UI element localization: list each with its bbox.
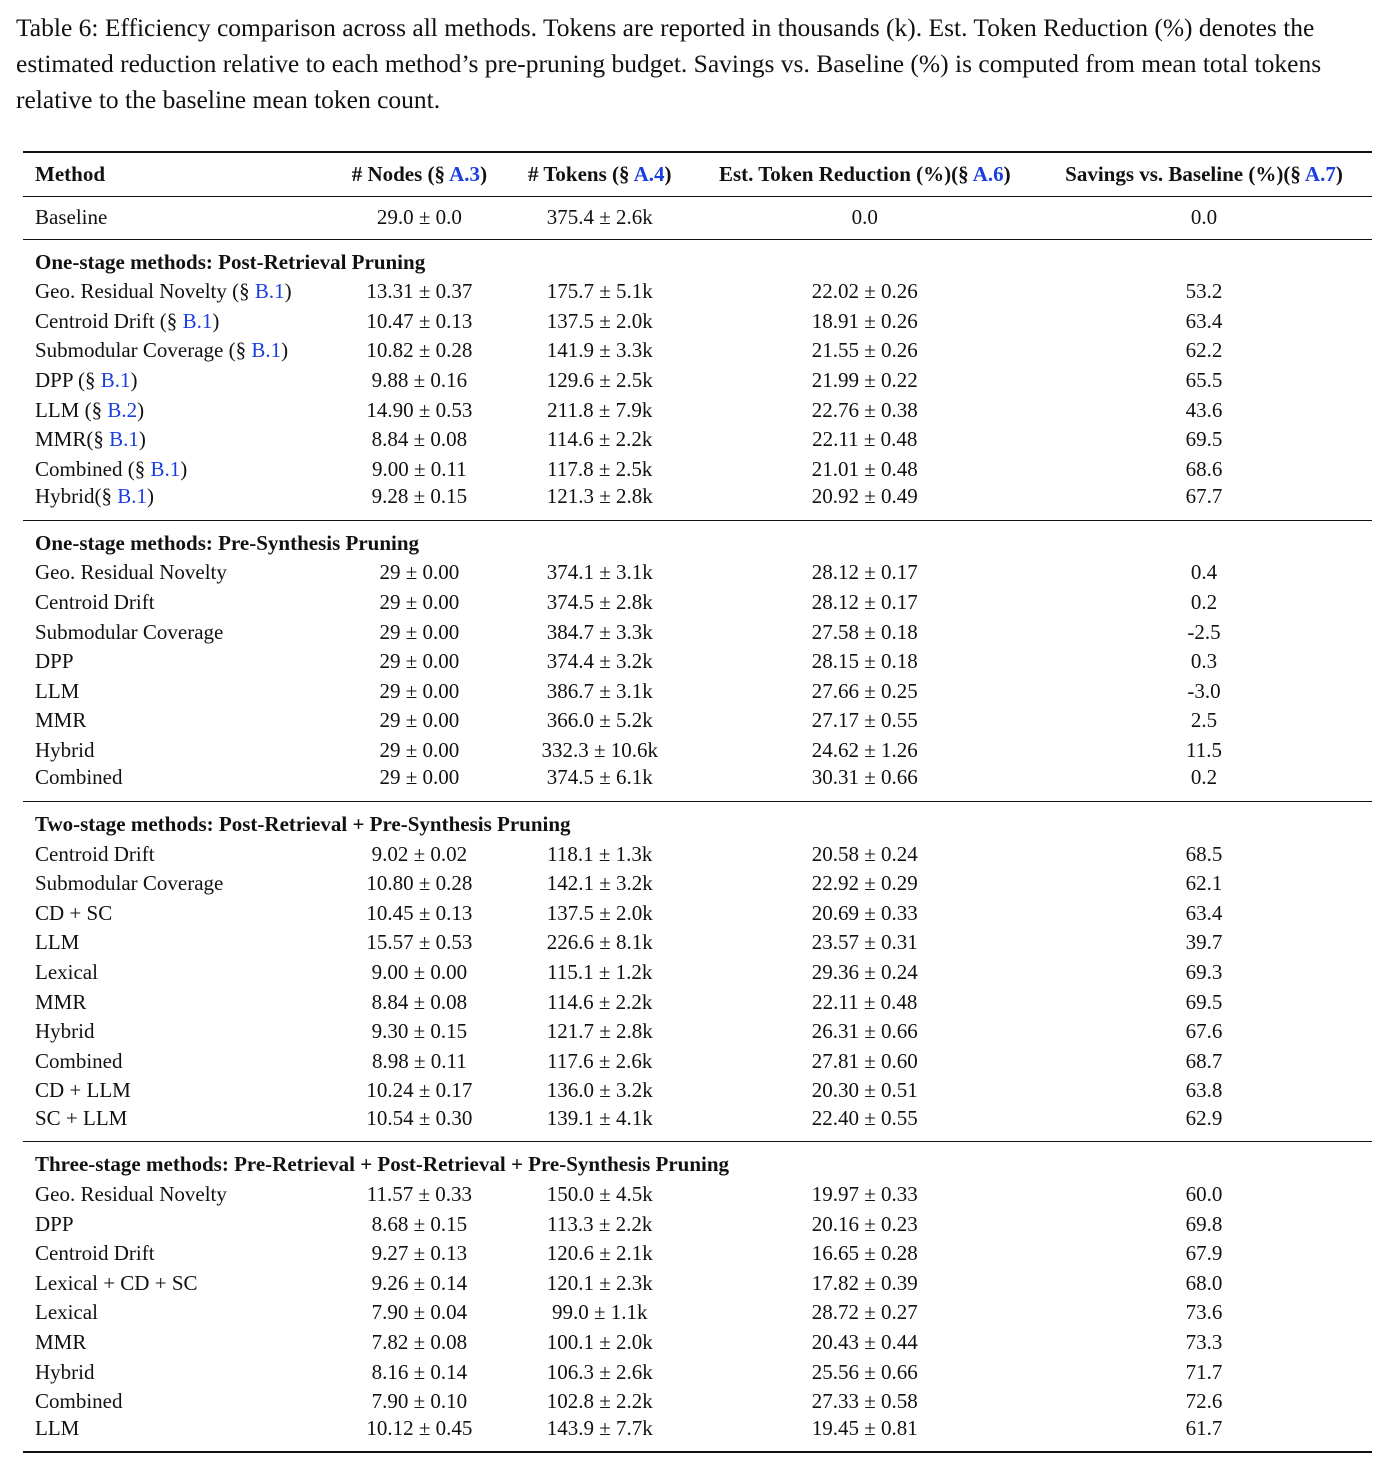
table-row xyxy=(23,617,1372,647)
cell-savings: 63.4 xyxy=(1185,308,1223,333)
cell-tokens: 100.1 ± 2.0k xyxy=(546,1329,653,1354)
cell-savings: 53.2 xyxy=(1185,279,1223,304)
cell-tokens: 137.5 ± 2.0k xyxy=(546,308,653,333)
cell-method: Geo. Residual Novelty (§ B.1) xyxy=(35,279,292,304)
cell-nodes: 29 ± 0.00 xyxy=(379,560,460,585)
cell-reduction: 22.92 ± 0.29 xyxy=(811,871,918,896)
cell-savings: 62.1 xyxy=(1185,871,1223,896)
cell-reduction: 20.92 ± 0.49 xyxy=(811,484,918,509)
table-row xyxy=(23,1239,1372,1269)
cell-tokens: 375.4 ± 2.6k xyxy=(546,205,653,229)
cell-nodes: 29 ± 0.00 xyxy=(379,649,460,674)
cell-tokens: 366.0 ± 5.2k xyxy=(546,708,653,733)
cell-method: Lexical xyxy=(35,1300,98,1325)
group-title-row xyxy=(23,239,1372,277)
cell-tokens: 121.7 ± 2.8k xyxy=(546,1019,653,1044)
table-row xyxy=(23,558,1372,588)
cell-nodes: 10.82 ± 0.28 xyxy=(366,338,473,363)
header-method: Method xyxy=(35,161,105,186)
ref-link[interactable]: A.4 xyxy=(633,161,665,186)
cell-savings: 67.9 xyxy=(1185,1241,1223,1266)
cell-nodes: 29.0 ± 0.0 xyxy=(376,205,462,229)
baseline-row xyxy=(23,196,1372,239)
table-row xyxy=(23,1106,1372,1142)
cell-reduction: 28.12 ± 0.17 xyxy=(811,590,918,615)
table-row xyxy=(23,336,1372,366)
ref-link[interactable]: B.1 xyxy=(117,484,148,509)
table-row xyxy=(23,869,1372,899)
table-row xyxy=(23,677,1372,707)
cell-savings: 39.7 xyxy=(1185,930,1223,955)
cell-nodes: 9.88 ± 0.16 xyxy=(371,368,468,393)
cell-reduction: 29.36 ± 0.24 xyxy=(811,959,918,984)
cell-method: CD + SC xyxy=(35,900,113,925)
cell-nodes: 29 ± 0.00 xyxy=(379,678,460,703)
cell-reduction: 25.56 ± 0.66 xyxy=(811,1359,918,1384)
cell-reduction: 18.91 ± 0.26 xyxy=(811,308,918,333)
cell-savings: 67.6 xyxy=(1185,1019,1223,1044)
cell-nodes: 8.84 ± 0.08 xyxy=(371,989,468,1014)
cell-method: Centroid Drift xyxy=(35,841,155,866)
cell-method: Submodular Coverage xyxy=(35,619,224,644)
group-title: Two-stage methods: Post-Retrieval + Pre-Synthesis Pruning xyxy=(35,812,571,837)
table-row xyxy=(23,1209,1372,1239)
cell-tokens: 99.0 ± 1.1k xyxy=(551,1300,648,1325)
cell-reduction: 21.55 ± 0.26 xyxy=(811,338,918,363)
method-group-section xyxy=(23,239,1372,520)
cell-reduction: 21.01 ± 0.48 xyxy=(811,456,918,481)
header-reduction: Est. Token Reduction (%)(§ A.6) xyxy=(718,161,1011,186)
cell-tokens: 120.6 ± 2.1k xyxy=(546,1241,653,1266)
table-row xyxy=(23,1357,1372,1387)
table-row xyxy=(23,425,1372,455)
table-row xyxy=(23,484,1372,520)
cell-method: DPP xyxy=(35,649,74,674)
cell-savings: 68.7 xyxy=(1185,1048,1223,1073)
cell-savings: 0.2 xyxy=(1190,765,1218,790)
cell-tokens: 141.9 ± 3.3k xyxy=(546,338,653,363)
cell-reduction: 22.11 ± 0.48 xyxy=(812,427,918,452)
ref-link[interactable]: A.6 xyxy=(972,161,1004,186)
cell-tokens: 143.9 ± 7.7k xyxy=(546,1416,653,1441)
cell-nodes: 10.47 ± 0.13 xyxy=(366,308,473,333)
cell-reduction: 23.57 ± 0.31 xyxy=(811,930,918,955)
cell-nodes: 10.54 ± 0.30 xyxy=(366,1105,473,1130)
table-row xyxy=(23,395,1372,425)
cell-method: Hybrid xyxy=(35,1019,95,1044)
table-row xyxy=(23,277,1372,307)
ref-link[interactable]: B.1 xyxy=(100,368,131,393)
cell-reduction: 0.0 xyxy=(851,205,878,229)
cell-reduction: 17.82 ± 0.39 xyxy=(811,1270,918,1295)
cell-method: Geo. Residual Novelty xyxy=(35,1181,227,1206)
cell-method: MMR xyxy=(35,989,87,1014)
group-title: Three-stage methods: Pre-Retrieval + Post-Retrieval + Pre-Synthesis Pruning xyxy=(35,1152,730,1177)
cell-method: Centroid Drift (§ B.1) xyxy=(35,308,220,333)
cell-reduction: 26.31 ± 0.66 xyxy=(811,1019,918,1044)
cell-tokens: 117.6 ± 2.6k xyxy=(547,1048,653,1073)
cell-savings: 60.0 xyxy=(1185,1181,1223,1206)
cell-nodes: 29 ± 0.00 xyxy=(379,619,460,644)
cell-tokens: 139.1 ± 4.1k xyxy=(546,1105,653,1130)
cell-reduction: 20.16 ± 0.23 xyxy=(811,1211,918,1236)
method-group-section xyxy=(23,1142,1372,1453)
cell-nodes: 15.57 ± 0.53 xyxy=(366,930,473,955)
cell-tokens: 226.6 ± 8.1k xyxy=(546,930,653,955)
cell-reduction: 16.65 ± 0.28 xyxy=(811,1241,918,1266)
cell-savings: 63.4 xyxy=(1185,900,1223,925)
cell-method: Combined xyxy=(35,1389,123,1414)
cell-reduction: 20.30 ± 0.51 xyxy=(811,1078,918,1103)
table-row xyxy=(23,1328,1372,1358)
ref-link[interactable]: B.1 xyxy=(251,338,282,363)
cell-nodes: 13.31 ± 0.37 xyxy=(366,279,473,304)
header-savings: Savings vs. Baseline (%)(§ A.7) xyxy=(1065,161,1343,186)
cell-nodes: 7.82 ± 0.08 xyxy=(371,1329,468,1354)
table-row xyxy=(23,899,1372,929)
cell-savings: 0.3 xyxy=(1190,649,1218,674)
cell-tokens: 386.7 ± 3.1k xyxy=(546,678,653,703)
group-title-row xyxy=(23,1142,1372,1180)
cell-nodes: 8.84 ± 0.08 xyxy=(371,427,468,452)
cell-reduction: 27.81 ± 0.60 xyxy=(811,1048,918,1073)
cell-reduction: 22.76 ± 0.38 xyxy=(811,397,918,422)
table-row xyxy=(23,1298,1372,1328)
cell-tokens: 211.8 ± 7.9k xyxy=(547,397,653,422)
table-caption: Table 6: Efficiency comparison across all methods. Tokens are reported in thousands (k). Est. Token Reduction (%) denotes the estimated reduction relative to each method’s pre-pruning budget. Savings vs. Baseline (%) is computed from mean total tokens relative to the baseline mean token count. xyxy=(16,13,1322,114)
group-title-row xyxy=(23,801,1372,839)
cell-nodes: 8.98 ± 0.11 xyxy=(372,1048,467,1073)
cell-reduction: 27.17 ± 0.55 xyxy=(811,708,918,733)
cell-method: Combined (§ B.1) xyxy=(35,456,188,481)
cell-reduction: 30.31 ± 0.66 xyxy=(811,765,918,790)
cell-method: DPP (§ B.1) xyxy=(35,368,138,393)
cell-savings: -2.5 xyxy=(1187,619,1221,644)
table-row xyxy=(23,1017,1372,1047)
cell-reduction: 27.66 ± 0.25 xyxy=(811,678,918,703)
cell-nodes: 7.90 ± 0.04 xyxy=(371,1300,468,1325)
cell-tokens: 374.4 ± 3.2k xyxy=(546,649,653,674)
cell-reduction: 28.15 ± 0.18 xyxy=(811,649,918,674)
cell-reduction: 22.11 ± 0.48 xyxy=(812,989,918,1014)
cell-reduction: 20.43 ± 0.44 xyxy=(811,1329,918,1354)
cell-method: Lexical + CD + SC xyxy=(35,1270,198,1295)
cell-savings: 69.5 xyxy=(1185,989,1223,1014)
cell-reduction: 22.40 ± 0.55 xyxy=(811,1105,918,1130)
cell-tokens: 129.6 ± 2.5k xyxy=(546,368,653,393)
cell-savings: 62.9 xyxy=(1185,1105,1223,1130)
cell-savings: 0.2 xyxy=(1190,590,1218,615)
cell-tokens: 115.1 ± 1.2k xyxy=(547,959,653,984)
cell-tokens: 114.6 ± 2.2k xyxy=(547,989,653,1014)
group-title: One-stage methods: Post-Retrieval Pruning xyxy=(35,249,426,274)
cell-method: Geo. Residual Novelty xyxy=(35,560,227,585)
cell-method: DPP xyxy=(35,1211,74,1236)
cell-reduction: 28.72 ± 0.27 xyxy=(811,1300,918,1325)
cell-reduction: 22.02 ± 0.26 xyxy=(811,279,918,304)
cell-savings: 2.5 xyxy=(1190,708,1218,733)
cell-nodes: 29 ± 0.00 xyxy=(379,738,460,763)
cell-tokens: 332.3 ± 10.6k xyxy=(541,738,659,763)
header-tokens: # Tokens (§ A.4) xyxy=(527,161,672,186)
cell-nodes: 10.45 ± 0.13 xyxy=(366,900,473,925)
cell-savings: 43.6 xyxy=(1185,397,1223,422)
table-row xyxy=(23,588,1372,618)
table-row xyxy=(23,1268,1372,1298)
cell-reduction: 20.58 ± 0.24 xyxy=(811,841,918,866)
cell-method: Baseline xyxy=(35,205,108,229)
cell-savings: 69.5 xyxy=(1185,427,1223,452)
cell-method: Combined xyxy=(35,765,123,790)
table-header xyxy=(23,152,1372,196)
cell-savings: 0.0 xyxy=(1190,205,1218,229)
cell-tokens: 106.3 ± 2.6k xyxy=(546,1359,653,1384)
cell-savings: 62.2 xyxy=(1185,338,1223,363)
cell-nodes: 9.00 ± 0.11 xyxy=(372,456,467,481)
cell-nodes: 10.80 ± 0.28 xyxy=(366,871,473,896)
baseline-section xyxy=(23,196,1372,239)
table-row xyxy=(23,455,1372,485)
cell-savings: 69.8 xyxy=(1185,1211,1223,1236)
method-group-section xyxy=(23,520,1372,801)
cell-method: Combined xyxy=(35,1048,123,1073)
table-row xyxy=(23,1387,1372,1417)
table-row xyxy=(23,928,1372,958)
cell-reduction: 19.45 ± 0.81 xyxy=(811,1416,918,1441)
table-row xyxy=(23,1046,1372,1076)
cell-reduction: 21.99 ± 0.22 xyxy=(811,368,918,393)
cell-nodes: 9.30 ± 0.15 xyxy=(371,1019,468,1044)
cell-nodes: 29 ± 0.00 xyxy=(379,708,460,733)
cell-reduction: 24.62 ± 1.26 xyxy=(811,738,918,763)
cell-nodes: 9.28 ± 0.15 xyxy=(371,484,468,509)
table-row xyxy=(23,736,1372,766)
table-row xyxy=(23,1416,1372,1452)
cell-nodes: 10.24 ± 0.17 xyxy=(366,1078,473,1103)
cell-method: Centroid Drift xyxy=(35,1241,155,1266)
table-row xyxy=(23,1180,1372,1210)
table-row xyxy=(23,987,1372,1017)
ref-link[interactable]: B.2 xyxy=(107,397,138,422)
cell-nodes: 9.02 ± 0.02 xyxy=(371,841,468,866)
ref-link[interactable]: A.3 xyxy=(449,161,481,186)
cell-method: Centroid Drift xyxy=(35,590,155,615)
cell-savings: 72.6 xyxy=(1185,1389,1223,1414)
cell-method: SC + LLM xyxy=(35,1105,128,1130)
cell-reduction: 20.69 ± 0.33 xyxy=(811,900,918,925)
cell-method: MMR xyxy=(35,708,87,733)
table-row xyxy=(23,765,1372,801)
cell-method: Submodular Coverage xyxy=(35,871,224,896)
cell-method: Hybrid xyxy=(35,738,95,763)
ref-link[interactable]: B.1 xyxy=(109,427,139,452)
cell-tokens: 121.3 ± 2.8k xyxy=(546,484,653,509)
cell-nodes: 8.16 ± 0.14 xyxy=(371,1359,468,1384)
cell-tokens: 150.0 ± 4.5k xyxy=(546,1181,653,1206)
cell-tokens: 114.6 ± 2.2k xyxy=(547,427,653,452)
ref-link[interactable]: A.7 xyxy=(1304,161,1336,186)
table-row xyxy=(23,647,1372,677)
cell-nodes: 9.27 ± 0.13 xyxy=(371,1241,468,1266)
ref-link[interactable]: B.1 xyxy=(254,279,285,304)
cell-tokens: 384.7 ± 3.3k xyxy=(546,619,653,644)
cell-method: LLM (§ B.2) xyxy=(35,397,145,422)
cell-savings: 68.5 xyxy=(1185,841,1223,866)
group-title: One-stage methods: Pre-Synthesis Pruning xyxy=(35,530,420,555)
cell-method: Lexical xyxy=(35,959,98,984)
cell-method: Submodular Coverage (§ B.1) xyxy=(35,338,289,363)
cell-method: MMR(§ B.1) xyxy=(35,427,146,452)
cell-tokens: 136.0 ± 3.2k xyxy=(546,1078,653,1103)
cell-tokens: 374.5 ± 2.8k xyxy=(546,590,653,615)
cell-tokens: 175.7 ± 5.1k xyxy=(546,279,653,304)
cell-tokens: 113.3 ± 2.2k xyxy=(547,1211,653,1236)
cell-tokens: 142.1 ± 3.2k xyxy=(546,871,653,896)
cell-savings: 69.3 xyxy=(1185,959,1223,984)
header-row xyxy=(23,152,1372,196)
cell-nodes: 9.00 ± 0.00 xyxy=(371,959,468,984)
cell-method: LLM xyxy=(35,1416,80,1441)
cell-reduction: 27.58 ± 0.18 xyxy=(811,619,918,644)
cell-nodes: 7.90 ± 0.10 xyxy=(371,1389,468,1414)
cell-savings: 67.7 xyxy=(1185,484,1223,509)
cell-savings: 73.6 xyxy=(1185,1300,1223,1325)
cell-method: CD + LLM xyxy=(35,1078,131,1103)
table-row xyxy=(23,307,1372,337)
cell-nodes: 8.68 ± 0.15 xyxy=(371,1211,468,1236)
cell-nodes: 9.26 ± 0.14 xyxy=(371,1270,468,1295)
cell-nodes: 29 ± 0.00 xyxy=(379,765,460,790)
cell-savings: 71.7 xyxy=(1185,1359,1223,1384)
cell-method: Hybrid(§ B.1) xyxy=(35,484,155,509)
table-row xyxy=(23,706,1372,736)
cell-savings: 68.0 xyxy=(1185,1270,1223,1295)
table-row xyxy=(23,839,1372,869)
cell-savings: 0.4 xyxy=(1190,560,1218,585)
cell-savings: 68.6 xyxy=(1185,456,1223,481)
cell-reduction: 19.97 ± 0.33 xyxy=(811,1181,918,1206)
cell-method: LLM xyxy=(35,930,80,955)
cell-tokens: 117.8 ± 2.5k xyxy=(547,456,653,481)
cell-tokens: 102.8 ± 2.2k xyxy=(546,1389,653,1414)
cell-nodes: 14.90 ± 0.53 xyxy=(366,397,473,422)
method-group-section xyxy=(23,801,1372,1141)
cell-savings: 61.7 xyxy=(1185,1416,1223,1441)
cell-savings: 63.8 xyxy=(1185,1078,1223,1103)
cell-savings: 11.5 xyxy=(1186,738,1222,763)
cell-tokens: 374.5 ± 6.1k xyxy=(546,765,653,790)
cell-tokens: 137.5 ± 2.0k xyxy=(546,900,653,925)
cell-tokens: 120.1 ± 2.3k xyxy=(546,1270,653,1295)
table-row xyxy=(23,1076,1372,1106)
cell-nodes: 29 ± 0.00 xyxy=(379,590,460,615)
group-title-row xyxy=(23,520,1372,558)
cell-savings: 65.5 xyxy=(1185,368,1223,393)
table-row xyxy=(23,958,1372,988)
cell-tokens: 374.1 ± 3.1k xyxy=(546,560,653,585)
table-row xyxy=(23,366,1372,396)
cell-method: Hybrid xyxy=(35,1359,95,1384)
cell-savings: -3.0 xyxy=(1187,678,1221,703)
cell-method: MMR xyxy=(35,1329,87,1354)
cell-nodes: 11.57 ± 0.33 xyxy=(366,1181,472,1206)
cell-nodes: 10.12 ± 0.45 xyxy=(366,1416,473,1441)
cell-tokens: 118.1 ± 1.3k xyxy=(547,841,653,866)
header-nodes: # Nodes (§ A.3) xyxy=(351,161,488,186)
cell-reduction: 28.12 ± 0.17 xyxy=(811,560,918,585)
cell-reduction: 27.33 ± 0.58 xyxy=(811,1389,918,1414)
cell-method: LLM xyxy=(35,678,80,703)
ref-link[interactable]: B.1 xyxy=(182,308,213,333)
cell-savings: 73.3 xyxy=(1185,1329,1223,1354)
ref-link[interactable]: B.1 xyxy=(150,456,181,481)
efficiency-table xyxy=(23,151,1372,1453)
